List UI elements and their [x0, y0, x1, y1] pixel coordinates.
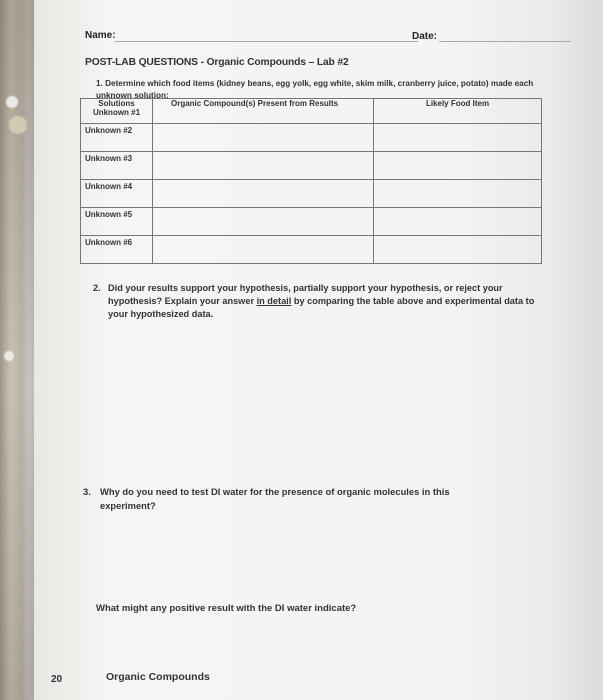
- question-2-text: [108, 282, 548, 321]
- table-row: [81, 180, 542, 208]
- food-answer-cell: [374, 236, 542, 264]
- compounds-header: Organic Compound(s) Present from Results: [153, 99, 374, 124]
- date-blank-line: [439, 41, 571, 42]
- solution-cell: Unknown #3: [81, 152, 153, 180]
- solutions-header-label: Solutions: [98, 99, 135, 108]
- likely-food-header: Likely Food Item: [374, 99, 542, 124]
- worksheet-title: POST-LAB QUESTIONS - Organic Compounds – Lab #2: [85, 56, 349, 68]
- table-row: [81, 152, 542, 180]
- compound-answer-cell: [153, 236, 374, 264]
- question-1: 1. Determine which food items (kidney beans, egg yolk, egg white, skim milk, cranberry juice, potato) made each unknown solution:: [96, 79, 534, 101]
- question-2-underlined-text: in detail: [256, 296, 292, 306]
- solution-cell: Unknown #4: [81, 180, 153, 208]
- table-header-row: [81, 99, 542, 124]
- compound-answer-cell: [153, 124, 374, 152]
- results-table: [80, 98, 542, 264]
- page-right-shadow: [555, 0, 603, 700]
- table-row: [81, 124, 542, 152]
- question-2-text-before: Did your results support your hypothesis, partially support your hypothesis, or reject your hypothesis? Explain your answer: [108, 283, 503, 306]
- name-date-row: [85, 26, 525, 44]
- food-answer-cell: [374, 208, 542, 236]
- name-label: Name:: [85, 30, 116, 41]
- solutions-header: [81, 99, 153, 124]
- food-answer-cell: [374, 180, 542, 208]
- question-3-text: Why do you need to test DI water for the presence of organic molecules in this experiment?: [100, 486, 450, 511]
- question-3-number: 3.: [83, 486, 91, 497]
- compound-answer-cell: [153, 208, 374, 236]
- question-2-number: 2.: [93, 283, 101, 293]
- compound-answer-cell: [153, 152, 374, 180]
- food-answer-cell: [374, 124, 542, 152]
- solution-cell: Unknown #6: [81, 236, 153, 264]
- page-number: 20: [51, 674, 63, 685]
- question-2-text-after: by comparing the table above and experimental data to your hypothesized data.: [108, 296, 535, 319]
- table-row: [81, 208, 542, 236]
- solution-cell: Unknown #5: [81, 208, 153, 236]
- footer-title: Organic Compounds: [106, 671, 210, 683]
- worksheet-page: [34, 0, 603, 700]
- unknown-1-label: Unknown #1: [92, 108, 141, 117]
- table-row: [81, 236, 542, 264]
- name-blank-line: [115, 41, 418, 42]
- solution-cell: Unknown #2: [81, 124, 153, 152]
- date-label: Date:: [412, 31, 438, 42]
- food-answer-cell: [374, 152, 542, 180]
- followup-question: What might any positive result with the DI water indicate?: [96, 602, 357, 614]
- compound-answer-cell: [153, 180, 374, 208]
